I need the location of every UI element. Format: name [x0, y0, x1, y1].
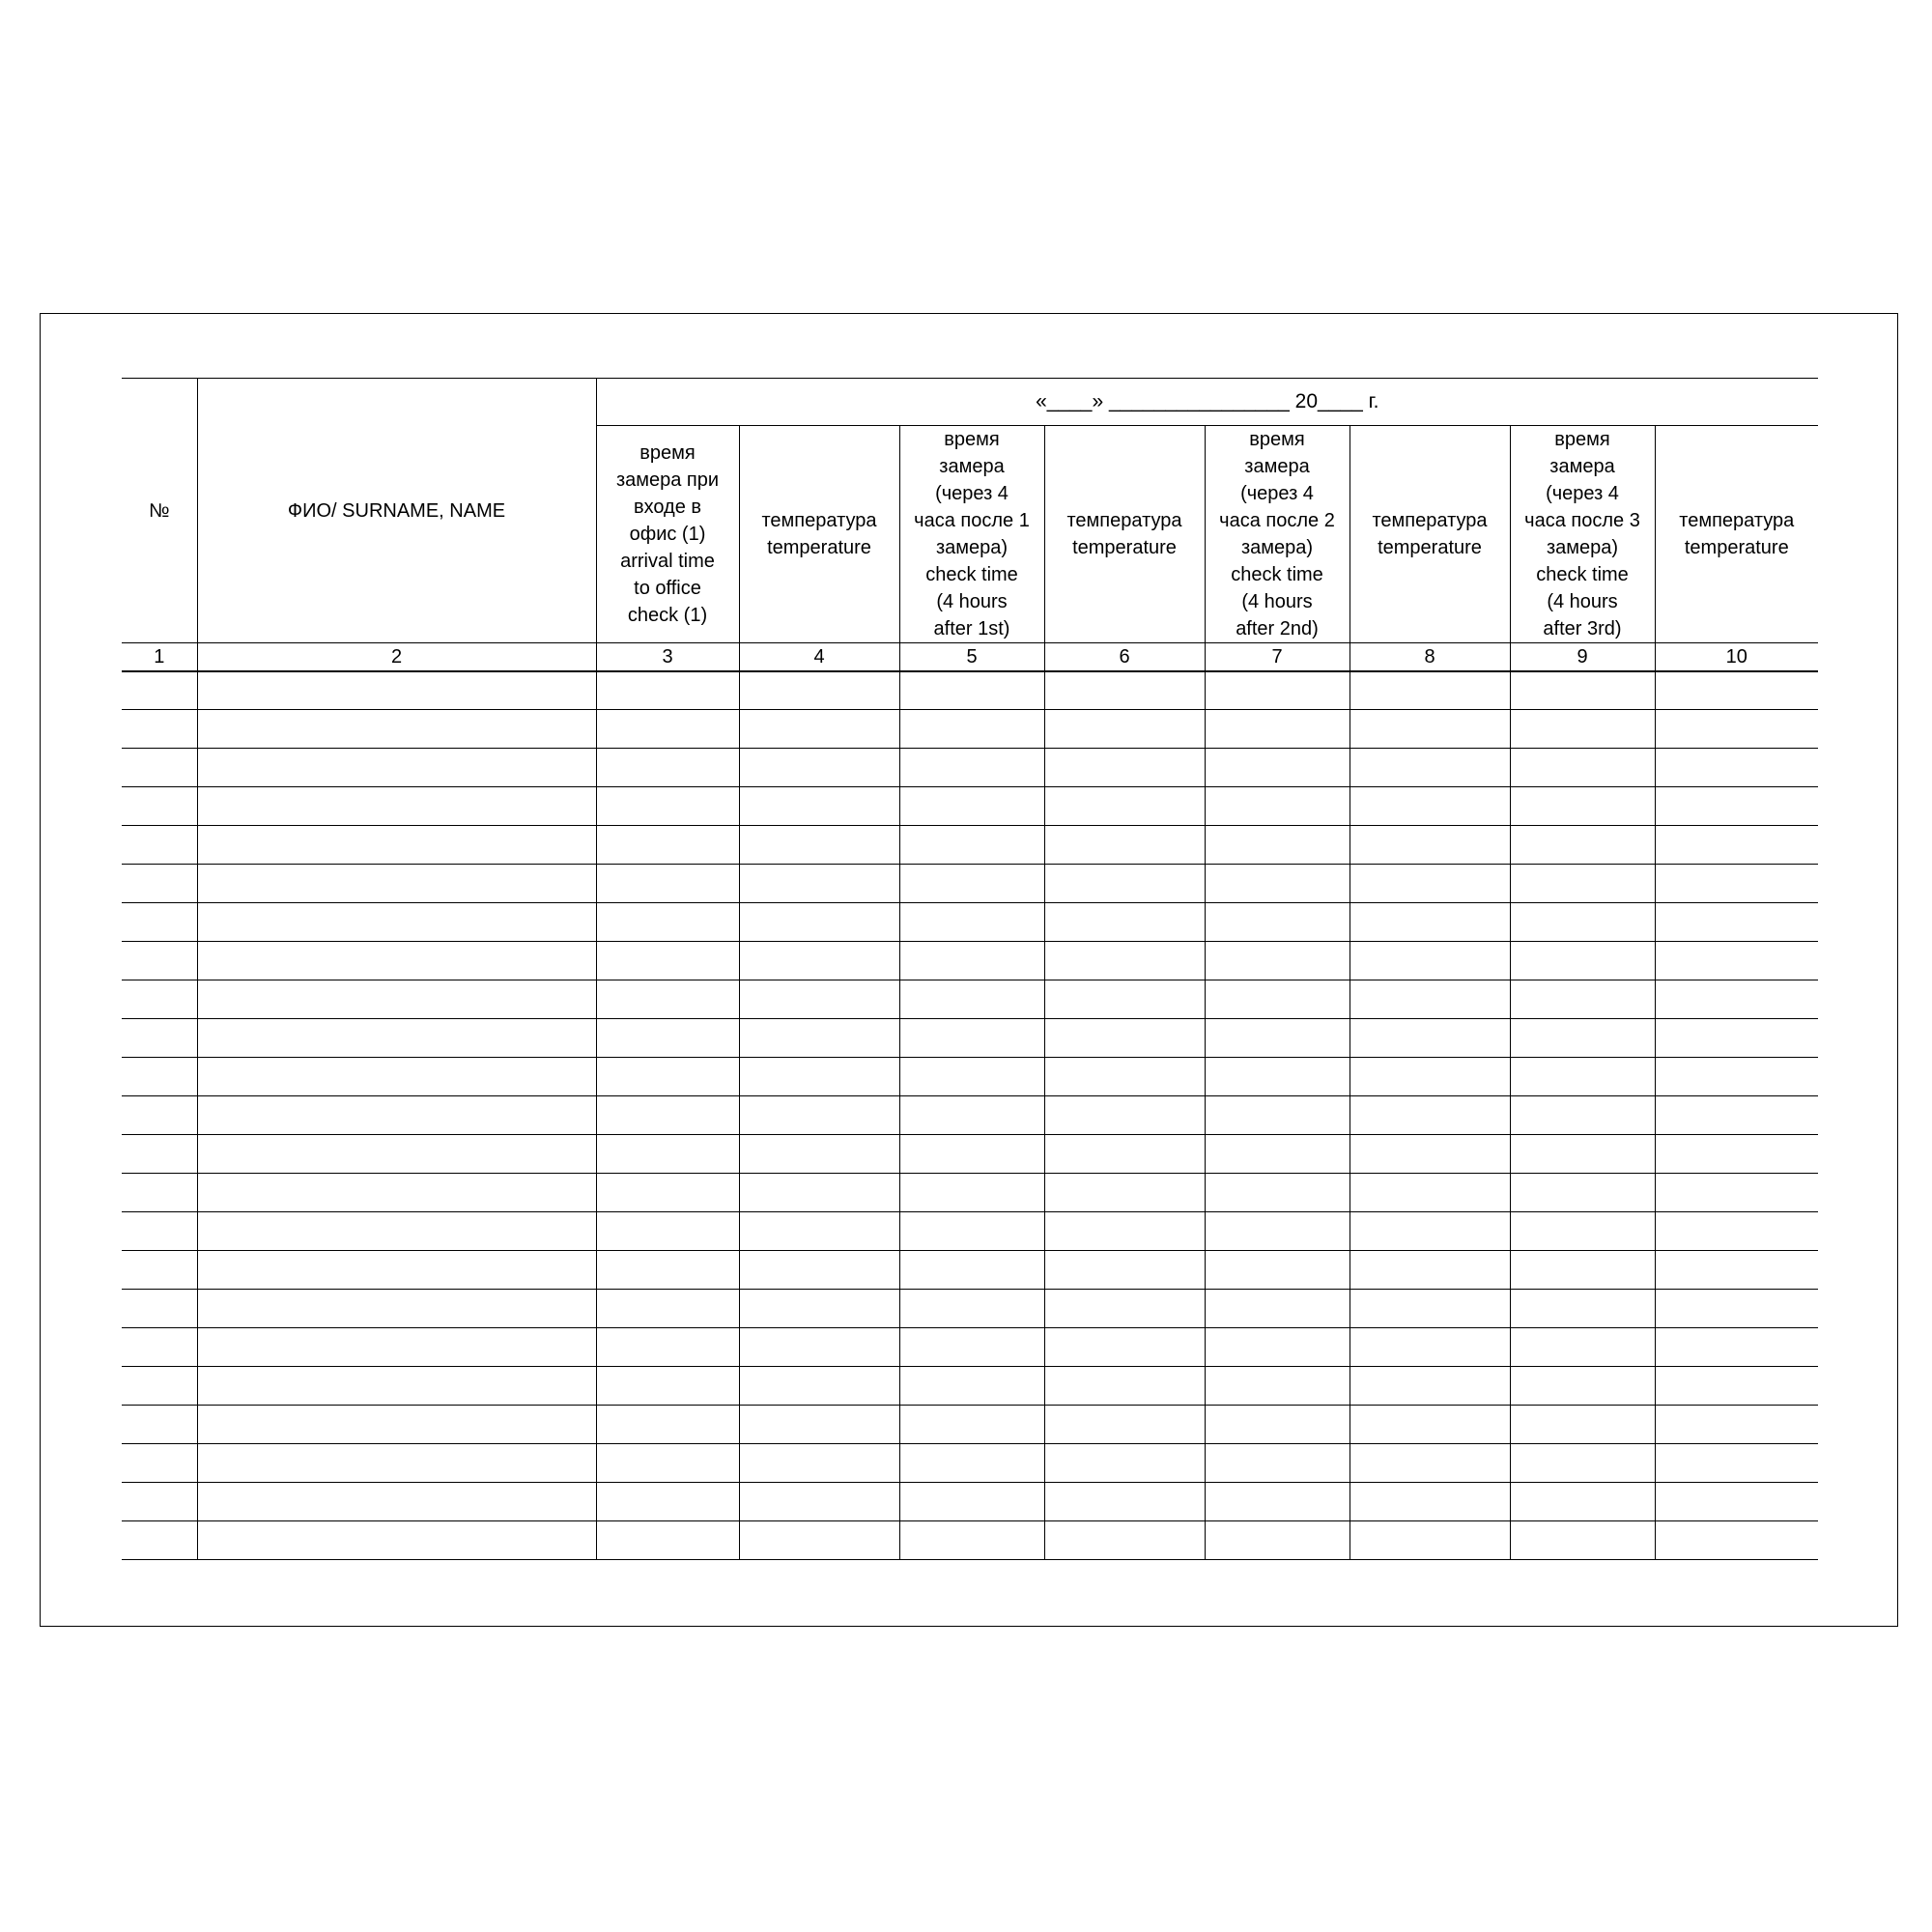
table-cell[interactable]: [1655, 749, 1818, 787]
table-cell[interactable]: [596, 903, 739, 942]
column-number: 10: [1655, 643, 1818, 671]
table-cell[interactable]: [596, 1058, 739, 1096]
table-cell[interactable]: [1205, 1444, 1350, 1483]
table-cell[interactable]: [197, 1406, 596, 1444]
table-cell[interactable]: [1510, 826, 1655, 865]
table-cell[interactable]: [1205, 1328, 1350, 1367]
table-cell[interactable]: [197, 671, 596, 710]
table-cell[interactable]: [1655, 1367, 1818, 1406]
table-cell[interactable]: [739, 1444, 899, 1483]
table-cell[interactable]: [197, 1290, 596, 1328]
table-cell[interactable]: [1510, 671, 1655, 710]
table-row: [122, 865, 1818, 903]
table-cell[interactable]: [1510, 903, 1655, 942]
table-cell[interactable]: [1350, 1290, 1510, 1328]
table-cell[interactable]: [739, 1328, 899, 1367]
table-row: [122, 1521, 1818, 1560]
table-cell[interactable]: [739, 903, 899, 942]
table-cell[interactable]: [1655, 671, 1818, 710]
table-cell[interactable]: [1655, 1444, 1818, 1483]
table-cell[interactable]: [1510, 1406, 1655, 1444]
table-cell[interactable]: [596, 1019, 739, 1058]
table-cell[interactable]: [1655, 1212, 1818, 1251]
table-cell[interactable]: [122, 671, 197, 710]
table-cell[interactable]: [1510, 710, 1655, 749]
table-cell[interactable]: [1655, 1406, 1818, 1444]
table-cell[interactable]: [596, 1483, 739, 1521]
table-row: [122, 826, 1818, 865]
table-cell[interactable]: [1350, 749, 1510, 787]
table-cell[interactable]: [1350, 1328, 1510, 1367]
table-cell[interactable]: [1044, 826, 1205, 865]
table-row: [122, 1367, 1818, 1406]
table-cell[interactable]: [1350, 826, 1510, 865]
table-cell[interactable]: [1510, 942, 1655, 980]
table-cell[interactable]: [1044, 1251, 1205, 1290]
table-cell[interactable]: [1350, 1019, 1510, 1058]
table-cell[interactable]: [1510, 1212, 1655, 1251]
table-cell[interactable]: [596, 1096, 739, 1135]
table-cell[interactable]: [899, 1019, 1044, 1058]
table-cell[interactable]: [899, 865, 1044, 903]
table-cell[interactable]: [899, 1406, 1044, 1444]
table-cell[interactable]: [1510, 1367, 1655, 1406]
table-cell[interactable]: [1205, 826, 1350, 865]
table-cell[interactable]: [899, 1251, 1044, 1290]
table-cell[interactable]: [1044, 710, 1205, 749]
table-cell[interactable]: [1350, 1135, 1510, 1174]
table-cell[interactable]: [1350, 980, 1510, 1019]
table-cell[interactable]: [1205, 1174, 1350, 1212]
table-cell[interactable]: [596, 787, 739, 826]
table-cell[interactable]: [1350, 903, 1510, 942]
table-cell[interactable]: [1510, 1019, 1655, 1058]
table-cell[interactable]: [899, 1521, 1044, 1560]
table-cell[interactable]: [1655, 1096, 1818, 1135]
table-row: [122, 1212, 1818, 1251]
table-cell[interactable]: [197, 1019, 596, 1058]
table-cell[interactable]: [1044, 1367, 1205, 1406]
table-cell[interactable]: [1205, 749, 1350, 787]
table-cell[interactable]: [596, 1406, 739, 1444]
table-cell[interactable]: [596, 865, 739, 903]
table-cell[interactable]: [1510, 1483, 1655, 1521]
table-cell[interactable]: [122, 942, 197, 980]
table-cell[interactable]: [899, 1367, 1044, 1406]
table-cell[interactable]: [197, 826, 596, 865]
table-cell[interactable]: [1350, 710, 1510, 749]
table-row: [122, 903, 1818, 942]
table-cell[interactable]: [1655, 1521, 1818, 1560]
table-cell[interactable]: [1205, 1135, 1350, 1174]
table-cell[interactable]: [197, 1096, 596, 1135]
table-cell[interactable]: [899, 903, 1044, 942]
column-header-temperature-2: температура temperature: [1044, 426, 1205, 643]
table-cell[interactable]: [197, 1058, 596, 1096]
table-cell[interactable]: [739, 1290, 899, 1328]
table-row: [122, 1058, 1818, 1096]
table-cell[interactable]: [899, 710, 1044, 749]
table-cell[interactable]: [122, 1096, 197, 1135]
table-cell[interactable]: [197, 787, 596, 826]
table-cell[interactable]: [197, 1444, 596, 1483]
table-cell[interactable]: [122, 865, 197, 903]
table-cell[interactable]: [596, 1251, 739, 1290]
table-row: [122, 1135, 1818, 1174]
table-cell[interactable]: [197, 749, 596, 787]
table-cell[interactable]: [1655, 1251, 1818, 1290]
table-cell[interactable]: [197, 942, 596, 980]
table-cell[interactable]: [197, 1521, 596, 1560]
table-cell[interactable]: [1655, 1058, 1818, 1096]
table-cell[interactable]: [197, 980, 596, 1019]
table-cell[interactable]: [1350, 1406, 1510, 1444]
column-number: 9: [1510, 643, 1655, 671]
table-row: [122, 942, 1818, 980]
table-cell[interactable]: [122, 1058, 197, 1096]
table-cell[interactable]: [197, 1212, 596, 1251]
table-cell[interactable]: [1655, 1483, 1818, 1521]
table-cell[interactable]: [739, 671, 899, 710]
table-cell[interactable]: [899, 749, 1044, 787]
table-cell[interactable]: [596, 1174, 739, 1212]
table-cell[interactable]: [899, 787, 1044, 826]
table-cell[interactable]: [596, 1290, 739, 1328]
table-cell[interactable]: [122, 710, 197, 749]
table-cell[interactable]: [899, 1096, 1044, 1135]
table-cell[interactable]: [1510, 1444, 1655, 1483]
table-cell[interactable]: [122, 1251, 197, 1290]
table-cell[interactable]: [1205, 1483, 1350, 1521]
table-cell[interactable]: [197, 1328, 596, 1367]
table-cell[interactable]: [1510, 1290, 1655, 1328]
table-cell[interactable]: [122, 1406, 197, 1444]
table-cell[interactable]: [1044, 980, 1205, 1019]
table-cell[interactable]: [1205, 903, 1350, 942]
column-header-arrival-time: время замера при входе в офис (1) arrival time to office check (1): [596, 426, 739, 643]
table-cell[interactable]: [122, 980, 197, 1019]
table-cell[interactable]: [1044, 1174, 1205, 1212]
table-cell[interactable]: [739, 1521, 899, 1560]
table-cell[interactable]: [899, 1290, 1044, 1328]
table-cell[interactable]: [122, 1483, 197, 1521]
table-cell[interactable]: [122, 1212, 197, 1251]
table-cell[interactable]: [596, 980, 739, 1019]
table-cell[interactable]: [1205, 1212, 1350, 1251]
table-cell[interactable]: [122, 1290, 197, 1328]
table-cell[interactable]: [596, 826, 739, 865]
table-cell[interactable]: [1655, 865, 1818, 903]
column-header-temperature-3: температура temperature: [1350, 426, 1510, 643]
table-cell[interactable]: [1655, 787, 1818, 826]
table-cell[interactable]: [1044, 942, 1205, 980]
table-cell[interactable]: [1510, 1174, 1655, 1212]
column-header-check-time-3: время замера (через 4 часа после 2 замера) check time (4 hours after 2nd): [1205, 426, 1350, 643]
table-cell[interactable]: [1655, 1174, 1818, 1212]
table-cell[interactable]: [1350, 865, 1510, 903]
table-cell[interactable]: [1510, 980, 1655, 1019]
table-cell[interactable]: [739, 1174, 899, 1212]
column-number: 4: [739, 643, 899, 671]
table-cell[interactable]: [122, 1135, 197, 1174]
table-cell[interactable]: [1044, 787, 1205, 826]
table-cell[interactable]: [1205, 671, 1350, 710]
column-number: 3: [596, 643, 739, 671]
table-cell[interactable]: [122, 826, 197, 865]
table-cell[interactable]: [596, 1444, 739, 1483]
table-row: [122, 1174, 1818, 1212]
table-cell[interactable]: [1350, 1444, 1510, 1483]
column-number: 2: [197, 643, 596, 671]
table-cell[interactable]: [197, 1251, 596, 1290]
table-cell[interactable]: [739, 826, 899, 865]
column-number: 1: [122, 643, 197, 671]
table-cell[interactable]: [1655, 1135, 1818, 1174]
table-cell[interactable]: [1350, 1367, 1510, 1406]
table-cell[interactable]: [122, 1174, 197, 1212]
column-header-temperature-4: температура temperature: [1655, 426, 1818, 643]
column-header-temperature-1: температура temperature: [739, 426, 899, 643]
table-cell[interactable]: [1044, 1406, 1205, 1444]
table-cell[interactable]: [197, 710, 596, 749]
table-cell[interactable]: [1655, 710, 1818, 749]
column-number: 8: [1350, 643, 1510, 671]
table-cell[interactable]: [1350, 1521, 1510, 1560]
table-cell[interactable]: [899, 1444, 1044, 1483]
table-cell[interactable]: [1350, 942, 1510, 980]
table-cell[interactable]: [122, 903, 197, 942]
table-row: [122, 671, 1818, 710]
table-cell[interactable]: [1510, 865, 1655, 903]
table-cell[interactable]: [1205, 1019, 1350, 1058]
table-row: [122, 1483, 1818, 1521]
table-cell[interactable]: [1205, 1521, 1350, 1560]
table-cell[interactable]: [1510, 787, 1655, 826]
table-cell[interactable]: [596, 1367, 739, 1406]
table-cell[interactable]: [1655, 826, 1818, 865]
column-header-check-time-4: время замера (через 4 часа после 3 замера) check time (4 hours after 3rd): [1510, 426, 1655, 643]
table-cell[interactable]: [1350, 1058, 1510, 1096]
table-cell[interactable]: [1205, 1058, 1350, 1096]
table-cell[interactable]: [596, 942, 739, 980]
table-cell[interactable]: [899, 942, 1044, 980]
form-sheet: [40, 313, 1898, 1627]
table-cell[interactable]: [197, 1483, 596, 1521]
table-cell[interactable]: [899, 1483, 1044, 1521]
table-cell[interactable]: [1510, 1251, 1655, 1290]
table-cell[interactable]: [1655, 1290, 1818, 1328]
column-number: 6: [1044, 643, 1205, 671]
column-header-number: №: [122, 379, 197, 643]
table-cell[interactable]: [197, 865, 596, 903]
table-row: [122, 1444, 1818, 1483]
table-cell[interactable]: [1655, 1328, 1818, 1367]
table-cell[interactable]: [1044, 1290, 1205, 1328]
table-row: [122, 1328, 1818, 1367]
table-cell[interactable]: [1350, 1483, 1510, 1521]
table-cell[interactable]: [596, 1328, 739, 1367]
table-cell[interactable]: [197, 1174, 596, 1212]
table-cell[interactable]: [899, 826, 1044, 865]
table-row: [122, 710, 1818, 749]
table-cell[interactable]: [122, 1521, 197, 1560]
table-cell[interactable]: [1044, 1135, 1205, 1174]
table-cell[interactable]: [1205, 787, 1350, 826]
table-cell[interactable]: [899, 671, 1044, 710]
table-row: [122, 1096, 1818, 1135]
table-cell[interactable]: [739, 942, 899, 980]
column-header-name: ФИО/ SURNAME, NAME: [197, 379, 596, 643]
table-cell[interactable]: [1044, 865, 1205, 903]
table-cell[interactable]: [1655, 903, 1818, 942]
table-cell[interactable]: [1044, 1328, 1205, 1367]
table-cell[interactable]: [1205, 865, 1350, 903]
table-cell[interactable]: [596, 749, 739, 787]
table-cell[interactable]: [1655, 1019, 1818, 1058]
table-cell[interactable]: [1044, 903, 1205, 942]
column-number: 7: [1205, 643, 1350, 671]
table-cell[interactable]: [899, 1328, 1044, 1367]
table-row: [122, 749, 1818, 787]
table-cell[interactable]: [739, 1483, 899, 1521]
table-cell[interactable]: [899, 980, 1044, 1019]
table-cell[interactable]: [739, 1096, 899, 1135]
table-cell[interactable]: [122, 787, 197, 826]
table-cell[interactable]: [739, 1251, 899, 1290]
table-cell[interactable]: [1044, 1058, 1205, 1096]
table-cell[interactable]: [596, 671, 739, 710]
table-cell[interactable]: [739, 749, 899, 787]
table-cell[interactable]: [739, 787, 899, 826]
table-row: [122, 787, 1818, 826]
table-cell[interactable]: [1510, 1135, 1655, 1174]
column-number: 5: [899, 643, 1044, 671]
table-cell[interactable]: [596, 1212, 739, 1251]
table-cell[interactable]: [596, 710, 739, 749]
table-cell[interactable]: [122, 1328, 197, 1367]
table-cell[interactable]: [739, 1135, 899, 1174]
table-cell[interactable]: [1510, 749, 1655, 787]
table-cell[interactable]: [1044, 749, 1205, 787]
table-cell[interactable]: [1044, 1521, 1205, 1560]
table-cell[interactable]: [1044, 1212, 1205, 1251]
table-cell[interactable]: [122, 1444, 197, 1483]
table-cell[interactable]: [1044, 1444, 1205, 1483]
table-cell[interactable]: [1205, 1251, 1350, 1290]
table-cell[interactable]: [899, 1212, 1044, 1251]
table-cell[interactable]: [899, 1174, 1044, 1212]
temperature-log-table: [122, 378, 1818, 1560]
table-cell[interactable]: [1044, 671, 1205, 710]
table-cell[interactable]: [1044, 1019, 1205, 1058]
table-cell[interactable]: [1205, 1290, 1350, 1328]
table-cell[interactable]: [739, 1058, 899, 1096]
table-cell[interactable]: [739, 865, 899, 903]
table-cell[interactable]: [1510, 1096, 1655, 1135]
table-cell[interactable]: [1350, 1251, 1510, 1290]
table-cell[interactable]: [596, 1135, 739, 1174]
table-cell[interactable]: [122, 1019, 197, 1058]
table-cell[interactable]: [1510, 1058, 1655, 1096]
table-cell[interactable]: [739, 1019, 899, 1058]
table-cell[interactable]: [899, 1058, 1044, 1096]
table-cell[interactable]: [197, 1367, 596, 1406]
table-row: [122, 1290, 1818, 1328]
table-row: [122, 1019, 1818, 1058]
column-header-check-time-2: время замера (через 4 часа после 1 замера) check time (4 hours after 1st): [899, 426, 1044, 643]
date-line: «____» ________________ 20____ г.: [596, 379, 1818, 426]
table-cell[interactable]: [1350, 1096, 1510, 1135]
table-cell[interactable]: [1044, 1483, 1205, 1521]
column-number-row: [122, 643, 1818, 671]
table-cell[interactable]: [1205, 1367, 1350, 1406]
table-cell[interactable]: [1205, 1096, 1350, 1135]
table-cell[interactable]: [1350, 1212, 1510, 1251]
table-cell[interactable]: [739, 710, 899, 749]
table-cell[interactable]: [739, 980, 899, 1019]
table-cell[interactable]: [1655, 980, 1818, 1019]
table-cell[interactable]: [197, 903, 596, 942]
table-cell[interactable]: [739, 1212, 899, 1251]
table-cell[interactable]: [122, 1367, 197, 1406]
table-cell[interactable]: [122, 749, 197, 787]
table-row: [122, 1406, 1818, 1444]
table-cell[interactable]: [739, 1367, 899, 1406]
table-cell[interactable]: [197, 1135, 596, 1174]
table-cell[interactable]: [1205, 710, 1350, 749]
table-cell[interactable]: [1350, 787, 1510, 826]
table-cell[interactable]: [899, 1135, 1044, 1174]
table-cell[interactable]: [596, 1521, 739, 1560]
table-cell[interactable]: [1350, 671, 1510, 710]
table-row: [122, 980, 1818, 1019]
table-cell[interactable]: [1044, 1096, 1205, 1135]
table-cell[interactable]: [1205, 942, 1350, 980]
table-cell[interactable]: [1655, 942, 1818, 980]
table-cell[interactable]: [1510, 1521, 1655, 1560]
table-cell[interactable]: [1205, 1406, 1350, 1444]
table-row: [122, 1251, 1818, 1290]
table-cell[interactable]: [1510, 1328, 1655, 1367]
table-cell[interactable]: [1350, 1174, 1510, 1212]
table-cell[interactable]: [739, 1406, 899, 1444]
table-cell[interactable]: [1205, 980, 1350, 1019]
